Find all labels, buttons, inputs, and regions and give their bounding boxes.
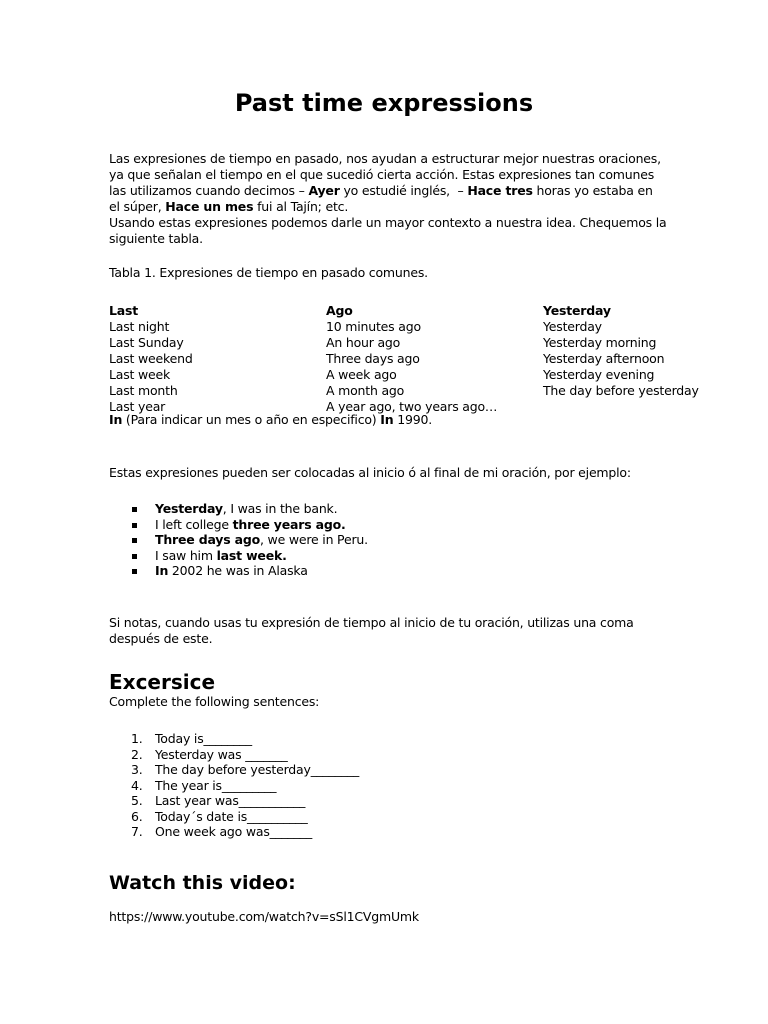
text-run: yo estudié inglés, – — [339, 183, 468, 198]
text-run: 2002 he was in Alaska — [168, 563, 308, 578]
example-item — [109, 501, 368, 517]
exercise-item — [109, 747, 359, 763]
text-run: I saw him — [155, 547, 217, 563]
item-number: 7. — [131, 824, 143, 839]
exercise-item — [109, 824, 359, 840]
table-caption: Tabla 1. Expresiones de tiempo en pasado comunes. — [109, 265, 428, 280]
text-run: , I was in the bank. — [222, 501, 338, 516]
exercise-sentence: Today´s date is__________ — [155, 808, 308, 824]
bold-text: Hace un mes — [165, 199, 254, 214]
exercise-item — [109, 778, 359, 794]
text-run: Las expresiones de tiempo en pasado, nos ayudan a estructurar mejor nuestras oraciones, — [109, 151, 661, 166]
exercise-sentence: The year is_________ — [155, 777, 277, 793]
text-run: 1990. — [393, 412, 432, 427]
exercise-item — [109, 731, 359, 747]
bullet-icon — [132, 507, 137, 512]
exercise-sentence: Last year was___________ — [155, 793, 306, 808]
item-number: 4. — [131, 777, 143, 793]
table-cell: Yesterday — [543, 319, 602, 334]
examples-list — [109, 501, 368, 579]
text-run: el súper, — [109, 199, 166, 214]
text-run: ya que señalan el tiempo en el que sucedió cierta acción. Estas expresiones tan comunes — [109, 167, 655, 182]
table-cell: Last Sunday — [109, 335, 184, 350]
table-column-ago — [326, 303, 497, 415]
table-cell: Last weekend — [109, 351, 193, 366]
in-usage-line — [109, 412, 432, 428]
bold-text: In — [155, 563, 169, 578]
bold-text: last week. — [216, 547, 287, 563]
video-heading: Watch this video: — [109, 872, 296, 894]
text-run: siguiente tabla. — [109, 231, 203, 246]
exercise-item — [109, 762, 359, 778]
table-cell: 10 minutes ago — [326, 319, 421, 334]
table-cell: Last year — [109, 399, 166, 414]
comma-note — [109, 615, 669, 647]
bullet-icon — [132, 569, 137, 574]
bold-text: Hace tres — [467, 183, 533, 198]
table-cell: An hour ago — [326, 335, 401, 350]
exercise-sentence: The day before yesterday________ — [155, 762, 360, 777]
exercise-sentence: Today is________ — [155, 731, 252, 746]
exercise-instruction: Complete the following sentences: — [109, 694, 320, 709]
intro-line — [109, 199, 669, 215]
bold-text: Yesterday — [155, 501, 223, 516]
item-number: 6. — [131, 808, 143, 824]
table-column-yesterday — [543, 303, 699, 399]
intro-line — [109, 215, 669, 231]
table-header-ago: Ago — [326, 303, 353, 318]
bold-text: Three days ago — [155, 532, 261, 547]
example-item — [109, 563, 368, 579]
table-cell: Three days ago — [326, 351, 420, 366]
table-cell: A year ago, two years ago… — [326, 399, 498, 414]
bold-text: In — [109, 412, 123, 427]
intro-line — [109, 151, 669, 167]
table-cell: A month ago — [326, 383, 405, 398]
item-number: 2. — [131, 746, 143, 762]
table-column-last — [109, 303, 193, 415]
table-cell: Last night — [109, 319, 170, 334]
text-run: horas yo estaba en — [532, 183, 653, 198]
text-run: (Para indicar un mes o año en especifico) — [122, 412, 381, 427]
table-cell: Last month — [109, 383, 178, 398]
bullet-icon — [132, 538, 137, 543]
table-header-yesterday: Yesterday — [543, 303, 611, 318]
video-link[interactable]: https://www.youtube.com/watch?v=sSl1CVgmUmk — [109, 909, 419, 924]
item-number: 1. — [131, 731, 143, 746]
exercise-item — [109, 793, 359, 809]
page-title: Past time expressions — [234, 89, 534, 117]
item-number: 5. — [131, 793, 143, 808]
intro-line — [109, 183, 669, 199]
exercise-heading: Excersice — [109, 670, 216, 694]
example-item — [109, 548, 368, 564]
table-cell: Last week — [109, 367, 171, 382]
bullet-icon — [132, 554, 137, 559]
bold-text: Ayer — [308, 183, 340, 198]
table-cell: Yesterday evening — [543, 367, 655, 382]
table-cell: Yesterday afternoon — [543, 351, 665, 366]
intro-line — [109, 231, 669, 247]
text-run: las utilizamos cuando decimos – — [109, 183, 309, 198]
bold-text: In — [380, 412, 394, 427]
bullet-icon — [132, 523, 137, 528]
table-cell: The day before yesterday — [543, 383, 699, 398]
text-run: Usando estas expresiones podemos darle un mayor contexto a nuestra idea. Chequemos la — [109, 215, 667, 230]
intro-paragraph — [109, 151, 669, 247]
exercise-item — [109, 809, 359, 825]
text-run: fui al Tajín; etc. — [253, 199, 349, 214]
comma-note-line: Si notas, cuando usas tu expresión de tiempo al inicio de tu oración, utilizas una coma — [109, 615, 634, 630]
exercise-sentence: Yesterday was _______ — [155, 746, 288, 762]
text-run: I left college — [155, 516, 233, 532]
text-run: , we were in Peru. — [260, 532, 368, 547]
position-note: Estas expresiones pueden ser colocadas al inicio ó al final de mi oración, por ejemplo: — [109, 465, 631, 480]
table-cell: Yesterday morning — [543, 335, 657, 350]
table-cell: A week ago — [326, 367, 397, 382]
exercise-list — [109, 731, 359, 840]
exercise-sentence: One week ago was_______ — [155, 824, 313, 839]
intro-line — [109, 167, 669, 183]
example-item — [109, 517, 368, 533]
item-number: 3. — [131, 762, 143, 777]
table-header-last: Last — [109, 303, 139, 318]
bold-text: three years ago. — [232, 516, 346, 532]
comma-note-line: después de este. — [109, 631, 213, 646]
example-item — [109, 532, 368, 548]
